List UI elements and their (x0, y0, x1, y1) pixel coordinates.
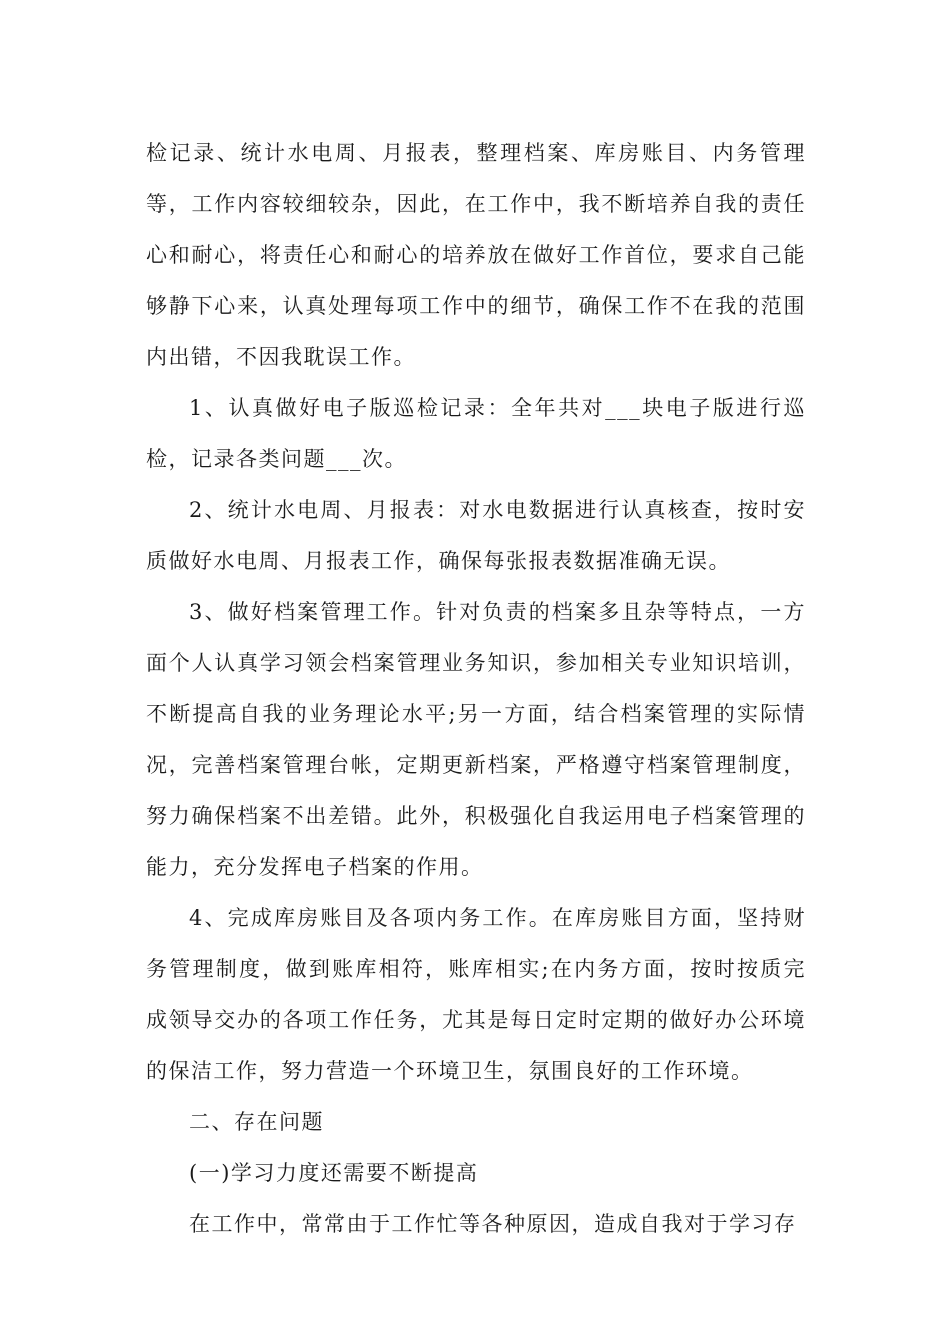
paragraph-continuation: 检记录、统计水电周、月报表，整理档案、库房账目、内务管理等，工作内容较细较杂，因此，在工作中，我不断培养自我的责任心和耐心，将责任心和耐心的培养放在做好工作首位，要求自己能够静下心来，认真处理每项工作中的细节，确保工作不在我的范围内出错，不因我耽误工作。 (146, 141, 806, 369)
document-body (146, 128, 806, 1250)
paragraph-learning: 在工作中，常常由于工作忙等各种原因，造成自我对于学习存 (189, 1212, 797, 1236)
paragraph-item-4: 4、完成库房账目及各项内务工作。在库房账目方面，坚持财务管理制度，做到账库相符，账库相实;在内务方面，按时按质完成领导交办的各项工作任务，尤其是每日定时定期的做好办公环境的保洁工作，努力营造一个环境卫生，氛围良好的工作环境。 (146, 906, 806, 1083)
paragraph-item-2: 2、统计水电周、月报表：对水电数据进行认真核查，按时安质做好水电周、月报表工作，确保每张报表数据准确无误。 (146, 498, 806, 573)
paragraph-item-1: 1、认真做好电子版巡检记录：全年共对___块电子版进行巡检，记录各类问题___次。 (146, 396, 806, 471)
subsection-heading-learning: (一)学习力度还需要不断提高 (189, 1161, 479, 1185)
paragraph-item-3: 3、做好档案管理工作。针对负责的档案多且杂等特点，一方面个人认真学习领会档案管理业务知识，参加相关专业知识培训，不断提高自我的业务理论水平;另一方面，结合档案管理的实际情况，完善档案管理台帐，定期更新档案，严格遵守档案管理制度，努力确保档案不出差错。此外，积极强化自我运用电子档案管理的能力，充分发挥电子档案的作用。 (146, 600, 806, 879)
section-heading-problems: 二、存在问题 (189, 1110, 324, 1134)
